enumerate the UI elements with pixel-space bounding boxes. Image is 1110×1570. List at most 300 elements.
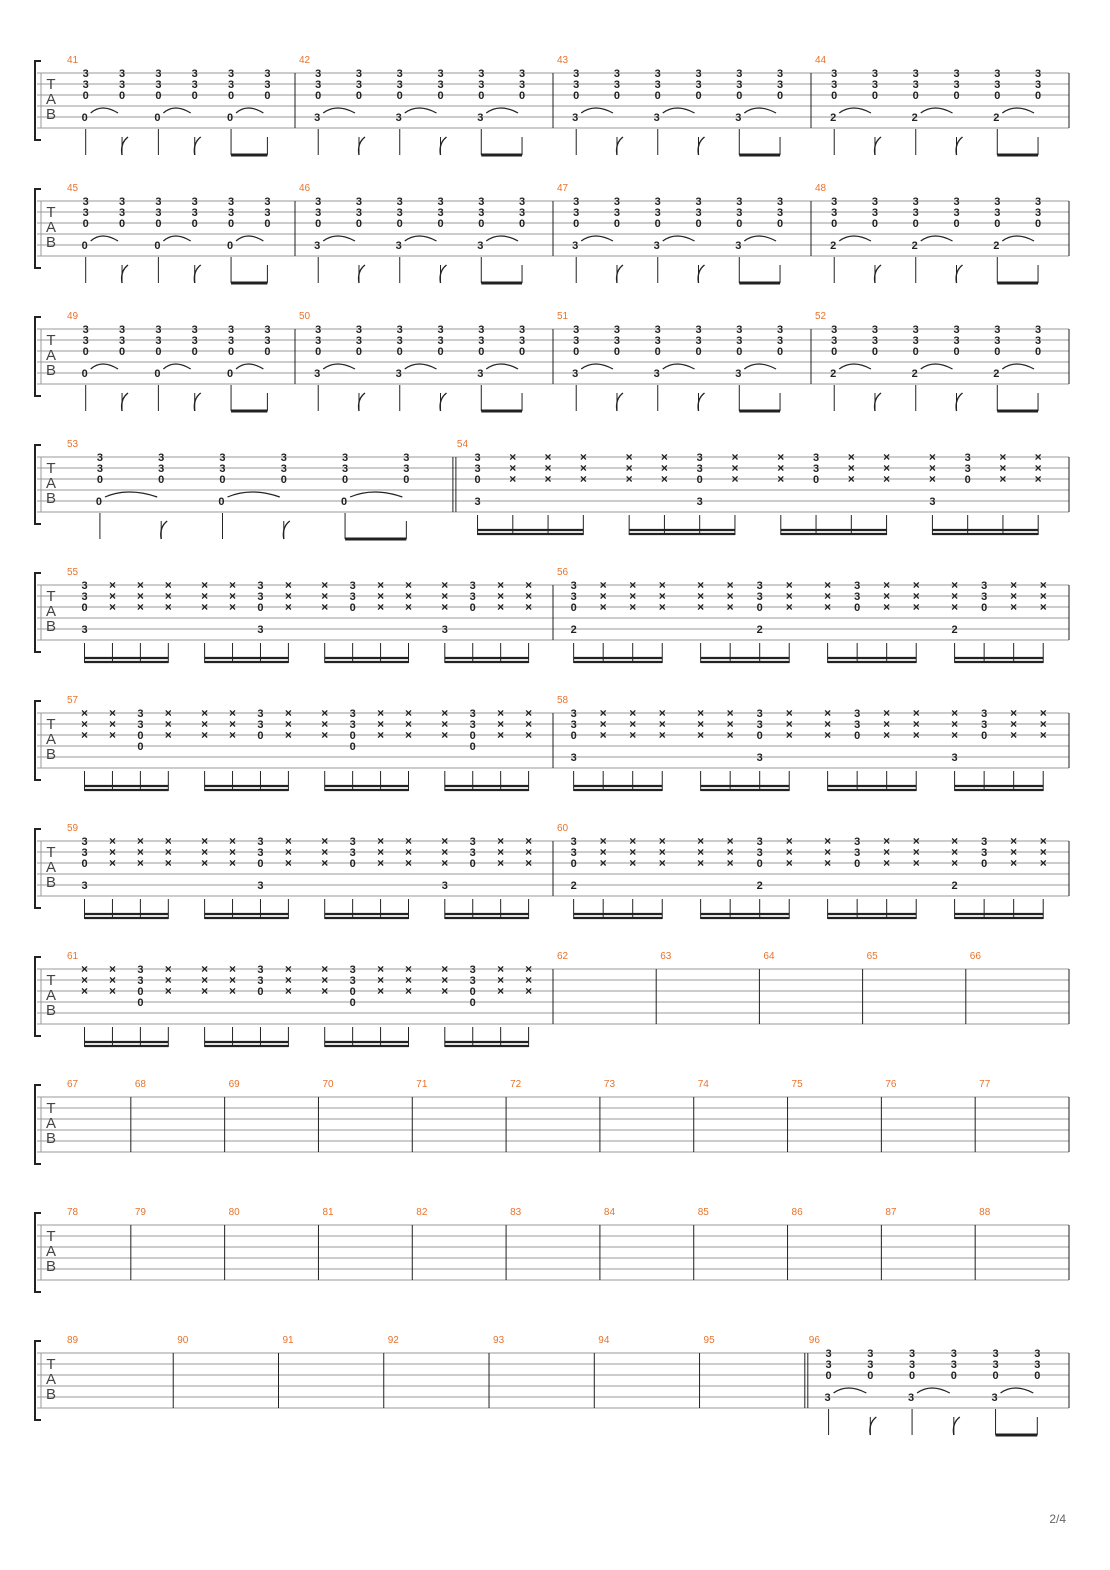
fret-number: 0: [257, 986, 264, 998]
fret-number: 0: [227, 218, 235, 230]
measure-number: 54: [456, 439, 469, 450]
tie-arc: [227, 492, 279, 497]
muted-string: ×: [284, 845, 292, 859]
tie-arc: [350, 492, 402, 497]
measure-number: 94: [598, 1335, 610, 1346]
fret-number: 3: [349, 964, 356, 976]
tab-clef-letter: A: [45, 1243, 57, 1260]
fret-number: 3: [355, 79, 363, 91]
fret-number: 0: [953, 346, 960, 358]
fret-number: 3: [355, 207, 363, 219]
fret-number: 3: [570, 719, 577, 731]
muted-string: ×: [497, 973, 505, 987]
fret-number: 3: [478, 335, 485, 347]
muted-string: ×: [824, 845, 832, 859]
fret-number: 0: [871, 346, 879, 358]
muted-string: ×: [321, 600, 329, 614]
fret-number: 3: [573, 196, 580, 208]
muted-string: ×: [658, 728, 666, 742]
fret-number: 3: [695, 68, 702, 80]
bass-fret-number: 2: [570, 624, 577, 636]
fret-number: 3: [280, 463, 287, 475]
fret-number: 0: [654, 218, 661, 230]
muted-string: ×: [824, 717, 832, 731]
muted-string: ×: [629, 706, 637, 720]
fret-number: 3: [825, 1348, 832, 1360]
tie-arc: [663, 236, 695, 241]
tab-clef-letter: T: [46, 1356, 56, 1373]
muted-string: ×: [658, 578, 666, 592]
muted-string: ×: [404, 856, 413, 870]
muted-string: ×: [404, 845, 413, 859]
muted-string: ×: [785, 717, 793, 731]
bass-fret-number: 3: [991, 1392, 998, 1404]
fret-number: 3: [118, 79, 126, 91]
page-number: 2/4: [1049, 1512, 1066, 1526]
fret-number: 3: [518, 335, 526, 347]
muted-string: ×: [229, 856, 237, 870]
tab-clef-letter: B: [45, 1258, 57, 1275]
fret-number: 3: [478, 68, 485, 80]
muted-string: ×: [229, 589, 237, 603]
measure-number: 44: [815, 55, 827, 66]
fret-number: 3: [264, 196, 271, 208]
fret-number: 0: [871, 90, 879, 102]
muted-string: ×: [847, 450, 855, 464]
fret-number: 0: [315, 346, 322, 358]
fret-number: 3: [137, 708, 144, 720]
fret-number: 3: [654, 207, 661, 219]
muted-string: ×: [1039, 706, 1047, 720]
fret-number: 3: [831, 335, 838, 347]
fret-number: 3: [992, 1359, 999, 1371]
fret-number: 0: [396, 90, 403, 102]
tie-arc: [839, 108, 871, 113]
fret-number: 3: [964, 452, 971, 464]
measure-number: 74: [697, 1079, 709, 1090]
fret-number: 0: [474, 474, 481, 486]
fret-number: 0: [831, 346, 838, 358]
muted-string: ×: [201, 962, 209, 976]
fret-number: 0: [82, 218, 89, 230]
measure-67: [67, 1079, 79, 1090]
fret-number: 0: [118, 346, 126, 358]
muted-string: ×: [108, 706, 116, 720]
fret-number: 0: [396, 346, 403, 358]
fret-number: 3: [736, 335, 743, 347]
fret-number: 0: [191, 218, 198, 230]
bass-fret-number: 0: [340, 496, 348, 508]
muted-string: ×: [321, 728, 329, 742]
muted-string: ×: [441, 706, 449, 720]
measure-number: 59: [67, 823, 79, 834]
fret-number: 3: [981, 591, 988, 603]
muted-string: ×: [777, 450, 785, 464]
fret-number: 3: [155, 207, 162, 219]
muted-string: ×: [824, 728, 832, 742]
fret-number: 0: [964, 474, 971, 486]
note-flag: [953, 1417, 959, 1435]
fret-number: 3: [518, 79, 526, 91]
fret-number: 3: [315, 335, 322, 347]
fret-number: 0: [1034, 218, 1042, 230]
measure-number: 93: [493, 1335, 505, 1346]
muted-string: ×: [229, 717, 237, 731]
muted-string: ×: [441, 834, 449, 848]
measure-number: 79: [134, 1207, 146, 1218]
tie-arc: [921, 108, 953, 113]
measure-number: 64: [763, 951, 775, 962]
measure-number: 84: [603, 1207, 616, 1218]
fret-number: 3: [994, 324, 1001, 336]
muted-string: ×: [441, 600, 449, 614]
fret-number: 3: [474, 463, 481, 475]
muted-string: ×: [883, 706, 891, 720]
muted-string: ×: [1039, 856, 1047, 870]
fret-number: 0: [349, 858, 356, 870]
fret-number: 0: [573, 90, 580, 102]
fret-number: 3: [953, 207, 960, 219]
bass-fret-number: 0: [81, 112, 88, 124]
tab-system: [35, 823, 1069, 919]
muted-string: ×: [229, 600, 237, 614]
bass-fret-number: 0: [81, 368, 88, 380]
muted-string: ×: [108, 578, 116, 592]
fret-number: 3: [437, 335, 444, 347]
measure-number: 92: [387, 1335, 399, 1346]
fret-number: 3: [570, 836, 577, 848]
fret-number: 3: [315, 324, 322, 336]
muted-string: ×: [883, 856, 891, 870]
muted-string: ×: [785, 600, 793, 614]
fret-number: 0: [478, 346, 485, 358]
fret-number: 0: [96, 474, 103, 486]
measure-number: 58: [557, 695, 569, 706]
fret-number: 3: [613, 68, 621, 80]
bass-fret-number: 3: [653, 112, 660, 124]
measure-42: [295, 55, 525, 155]
fret-number: 3: [695, 324, 702, 336]
muted-string: ×: [136, 834, 144, 848]
measure-number: 72: [510, 1079, 522, 1090]
fret-number: 3: [469, 836, 476, 848]
muted-string: ×: [497, 578, 505, 592]
muted-string: ×: [497, 834, 505, 848]
fret-number: 0: [570, 730, 577, 742]
muted-string: ×: [599, 717, 607, 731]
measure-number: 56: [557, 567, 569, 578]
tab-clef-letter: A: [45, 859, 57, 876]
muted-string: ×: [785, 856, 793, 870]
measure-number: 95: [703, 1335, 715, 1346]
muted-string: ×: [1034, 472, 1042, 486]
fret-number: 0: [155, 90, 162, 102]
fret-number: 0: [349, 730, 356, 742]
fret-number: 3: [1034, 207, 1042, 219]
muted-string: ×: [951, 578, 959, 592]
tab-clef-letter: T: [46, 972, 56, 989]
muted-string: ×: [1010, 578, 1018, 592]
muted-string: ×: [108, 962, 116, 976]
fret-number: 3: [854, 708, 861, 720]
muted-string: ×: [883, 589, 891, 603]
tie-arc: [917, 1388, 950, 1393]
muted-string: ×: [1039, 589, 1047, 603]
muted-string: ×: [81, 973, 89, 987]
muted-string: ×: [625, 461, 633, 475]
muted-string: ×: [697, 600, 705, 614]
fret-number: 3: [613, 79, 621, 91]
measure-51: [553, 311, 783, 411]
fret-number: 3: [349, 719, 356, 731]
bass-fret-number: 3: [696, 496, 703, 508]
bass-fret-number: 3: [314, 112, 321, 124]
muted-string: ×: [441, 578, 449, 592]
fret-number: 0: [992, 1370, 999, 1382]
fret-number: 0: [478, 90, 485, 102]
bass-fret-number: 2: [830, 112, 837, 124]
muted-string: ×: [497, 600, 505, 614]
bass-fret-number: 0: [154, 112, 161, 124]
muted-string: ×: [441, 728, 449, 742]
fret-number: 3: [82, 324, 89, 336]
note-flag: [870, 1417, 876, 1435]
muted-string: ×: [497, 706, 505, 720]
fret-number: 3: [469, 964, 476, 976]
fret-number: 3: [981, 580, 988, 592]
muted-string: ×: [201, 717, 209, 731]
note-flag: [122, 265, 128, 283]
fret-number: 0: [155, 218, 162, 230]
muted-string: ×: [136, 578, 144, 592]
fret-number: 3: [756, 719, 763, 731]
fret-number: 0: [776, 346, 784, 358]
muted-string: ×: [525, 856, 533, 870]
tab-clef-letter: B: [45, 1130, 57, 1147]
fret-number: 0: [518, 218, 526, 230]
tab-system: [35, 951, 1069, 1047]
muted-string: ×: [164, 706, 172, 720]
bass-fret-number: 2: [993, 368, 1000, 380]
muted-string: ×: [785, 706, 793, 720]
muted-string: ×: [229, 845, 237, 859]
muted-string: ×: [377, 589, 385, 603]
fret-number: 3: [227, 196, 235, 208]
fret-number: 3: [469, 591, 476, 603]
muted-string: ×: [824, 589, 832, 603]
tie-arc: [581, 364, 613, 369]
tab-clef-letter: A: [45, 347, 57, 364]
fret-number: 3: [871, 79, 879, 91]
bass-fret-number: 3: [395, 368, 402, 380]
measure-55: [67, 567, 532, 663]
fret-number: 0: [831, 218, 838, 230]
tab-clef-letter: T: [46, 332, 56, 349]
muted-string: ×: [404, 589, 413, 603]
fret-number: 0: [257, 602, 264, 614]
muted-string: ×: [599, 834, 607, 848]
note-flag: [122, 393, 128, 411]
fret-number: 0: [437, 90, 444, 102]
fret-number: 0: [257, 730, 264, 742]
fret-number: 0: [776, 218, 784, 230]
fret-number: 3: [257, 591, 264, 603]
fret-number: 3: [396, 335, 403, 347]
tab-clef-letter: T: [46, 1228, 56, 1245]
fret-number: 3: [756, 708, 763, 720]
fret-number: 3: [1034, 1359, 1041, 1371]
measure-number: 46: [299, 183, 311, 194]
muted-string: ×: [108, 717, 116, 731]
measure-number: 51: [557, 311, 569, 322]
muted-string: ×: [726, 578, 734, 592]
fret-number: 3: [654, 68, 661, 80]
muted-string: ×: [1010, 834, 1018, 848]
tie-arc: [236, 364, 263, 369]
muted-string: ×: [229, 578, 237, 592]
muted-string: ×: [136, 589, 144, 603]
muted-string: ×: [847, 472, 855, 486]
bass-fret-number: 0: [226, 112, 234, 124]
fret-number: 3: [831, 324, 838, 336]
tab-clef-letter: T: [46, 460, 56, 477]
muted-string: ×: [777, 461, 785, 475]
measure-59: [67, 823, 532, 919]
muted-string: ×: [697, 728, 705, 742]
fret-number: 3: [82, 68, 89, 80]
muted-string: ×: [164, 834, 172, 848]
fret-number: 3: [257, 847, 264, 859]
muted-string: ×: [697, 856, 705, 870]
bass-fret-number: 3: [395, 112, 402, 124]
fret-number: 3: [82, 196, 89, 208]
muted-string: ×: [201, 984, 209, 998]
fret-number: 3: [695, 335, 702, 347]
tie-arc: [105, 492, 157, 497]
muted-string: ×: [1010, 600, 1018, 614]
fret-number: 3: [854, 580, 861, 592]
fret-number: 3: [155, 79, 162, 91]
muted-string: ×: [1039, 834, 1047, 848]
fret-number: 3: [953, 68, 960, 80]
fret-number: 0: [518, 90, 526, 102]
muted-string: ×: [731, 450, 739, 464]
fret-number: 3: [1034, 324, 1042, 336]
fret-number: 3: [264, 207, 271, 219]
fret-number: 3: [158, 463, 165, 475]
muted-string: ×: [544, 461, 552, 475]
muted-string: ×: [912, 589, 920, 603]
bass-fret-number: 3: [477, 368, 484, 380]
fret-number: 3: [82, 207, 89, 219]
fret-number: 0: [981, 602, 988, 614]
fret-number: 3: [912, 196, 919, 208]
fret-number: 0: [158, 474, 165, 486]
fret-number: 3: [219, 452, 226, 464]
muted-string: ×: [599, 578, 607, 592]
note-flag: [194, 393, 200, 411]
fret-number: 3: [854, 847, 861, 859]
muted-string: ×: [404, 706, 413, 720]
fret-number: 0: [82, 90, 89, 102]
fret-number: 3: [964, 463, 971, 475]
muted-string: ×: [201, 578, 209, 592]
muted-string: ×: [164, 845, 172, 859]
fret-number: 3: [264, 68, 271, 80]
muted-string: ×: [1039, 728, 1047, 742]
muted-string: ×: [726, 600, 734, 614]
tab-system: [35, 183, 1069, 283]
fret-number: 3: [478, 196, 485, 208]
muted-string: ×: [883, 845, 891, 859]
fret-number: 3: [191, 79, 198, 91]
muted-string: ×: [697, 717, 705, 731]
measure-number: 90: [177, 1335, 189, 1346]
fret-number: 0: [264, 346, 271, 358]
muted-string: ×: [509, 450, 517, 464]
measure-number: 49: [67, 311, 79, 322]
muted-string: ×: [525, 962, 533, 976]
tie-arc: [323, 364, 355, 369]
tab-clef-letter: T: [46, 76, 56, 93]
muted-string: ×: [509, 461, 517, 475]
bass-fret-number: 3: [395, 240, 402, 252]
fret-number: 3: [776, 324, 784, 336]
muted-string: ×: [201, 845, 209, 859]
fret-number: 0: [867, 1370, 874, 1382]
muted-string: ×: [509, 472, 517, 486]
measure-number: 83: [510, 1207, 522, 1218]
muted-string: ×: [108, 600, 116, 614]
fret-number: 0: [570, 858, 577, 870]
fret-number: 3: [613, 324, 621, 336]
fret-number: 0: [736, 218, 743, 230]
fret-number: 3: [953, 335, 960, 347]
fret-number: 3: [349, 975, 356, 987]
fret-number: 0: [994, 346, 1001, 358]
fret-number: 0: [469, 858, 476, 870]
fret-number: 3: [396, 79, 403, 91]
muted-string: ×: [658, 600, 666, 614]
muted-string: ×: [525, 834, 533, 848]
fret-number: 0: [341, 474, 349, 486]
measure-number: 41: [67, 55, 79, 66]
fret-number: 0: [695, 90, 702, 102]
muted-string: ×: [726, 834, 734, 848]
fret-number: 3: [191, 196, 198, 208]
fret-number: 3: [1034, 79, 1042, 91]
fret-number: 0: [981, 730, 988, 742]
measure-60: [553, 823, 1047, 919]
note-flag: [875, 137, 881, 155]
fret-number: 3: [994, 335, 1001, 347]
fret-number: 0: [825, 1370, 832, 1382]
bass-fret-number: 3: [735, 240, 742, 252]
muted-string: ×: [912, 600, 920, 614]
muted-string: ×: [497, 589, 505, 603]
measure-number: 88: [979, 1207, 991, 1218]
bass-fret-number: 3: [314, 368, 321, 380]
muted-string: ×: [108, 856, 116, 870]
muted-string: ×: [883, 728, 891, 742]
muted-string: ×: [321, 578, 329, 592]
fret-number: 3: [992, 1348, 999, 1360]
muted-string: ×: [229, 728, 237, 742]
muted-string: ×: [284, 984, 292, 998]
fret-number: 3: [396, 196, 403, 208]
measure-number: 85: [697, 1207, 709, 1218]
fret-number: 3: [518, 196, 526, 208]
